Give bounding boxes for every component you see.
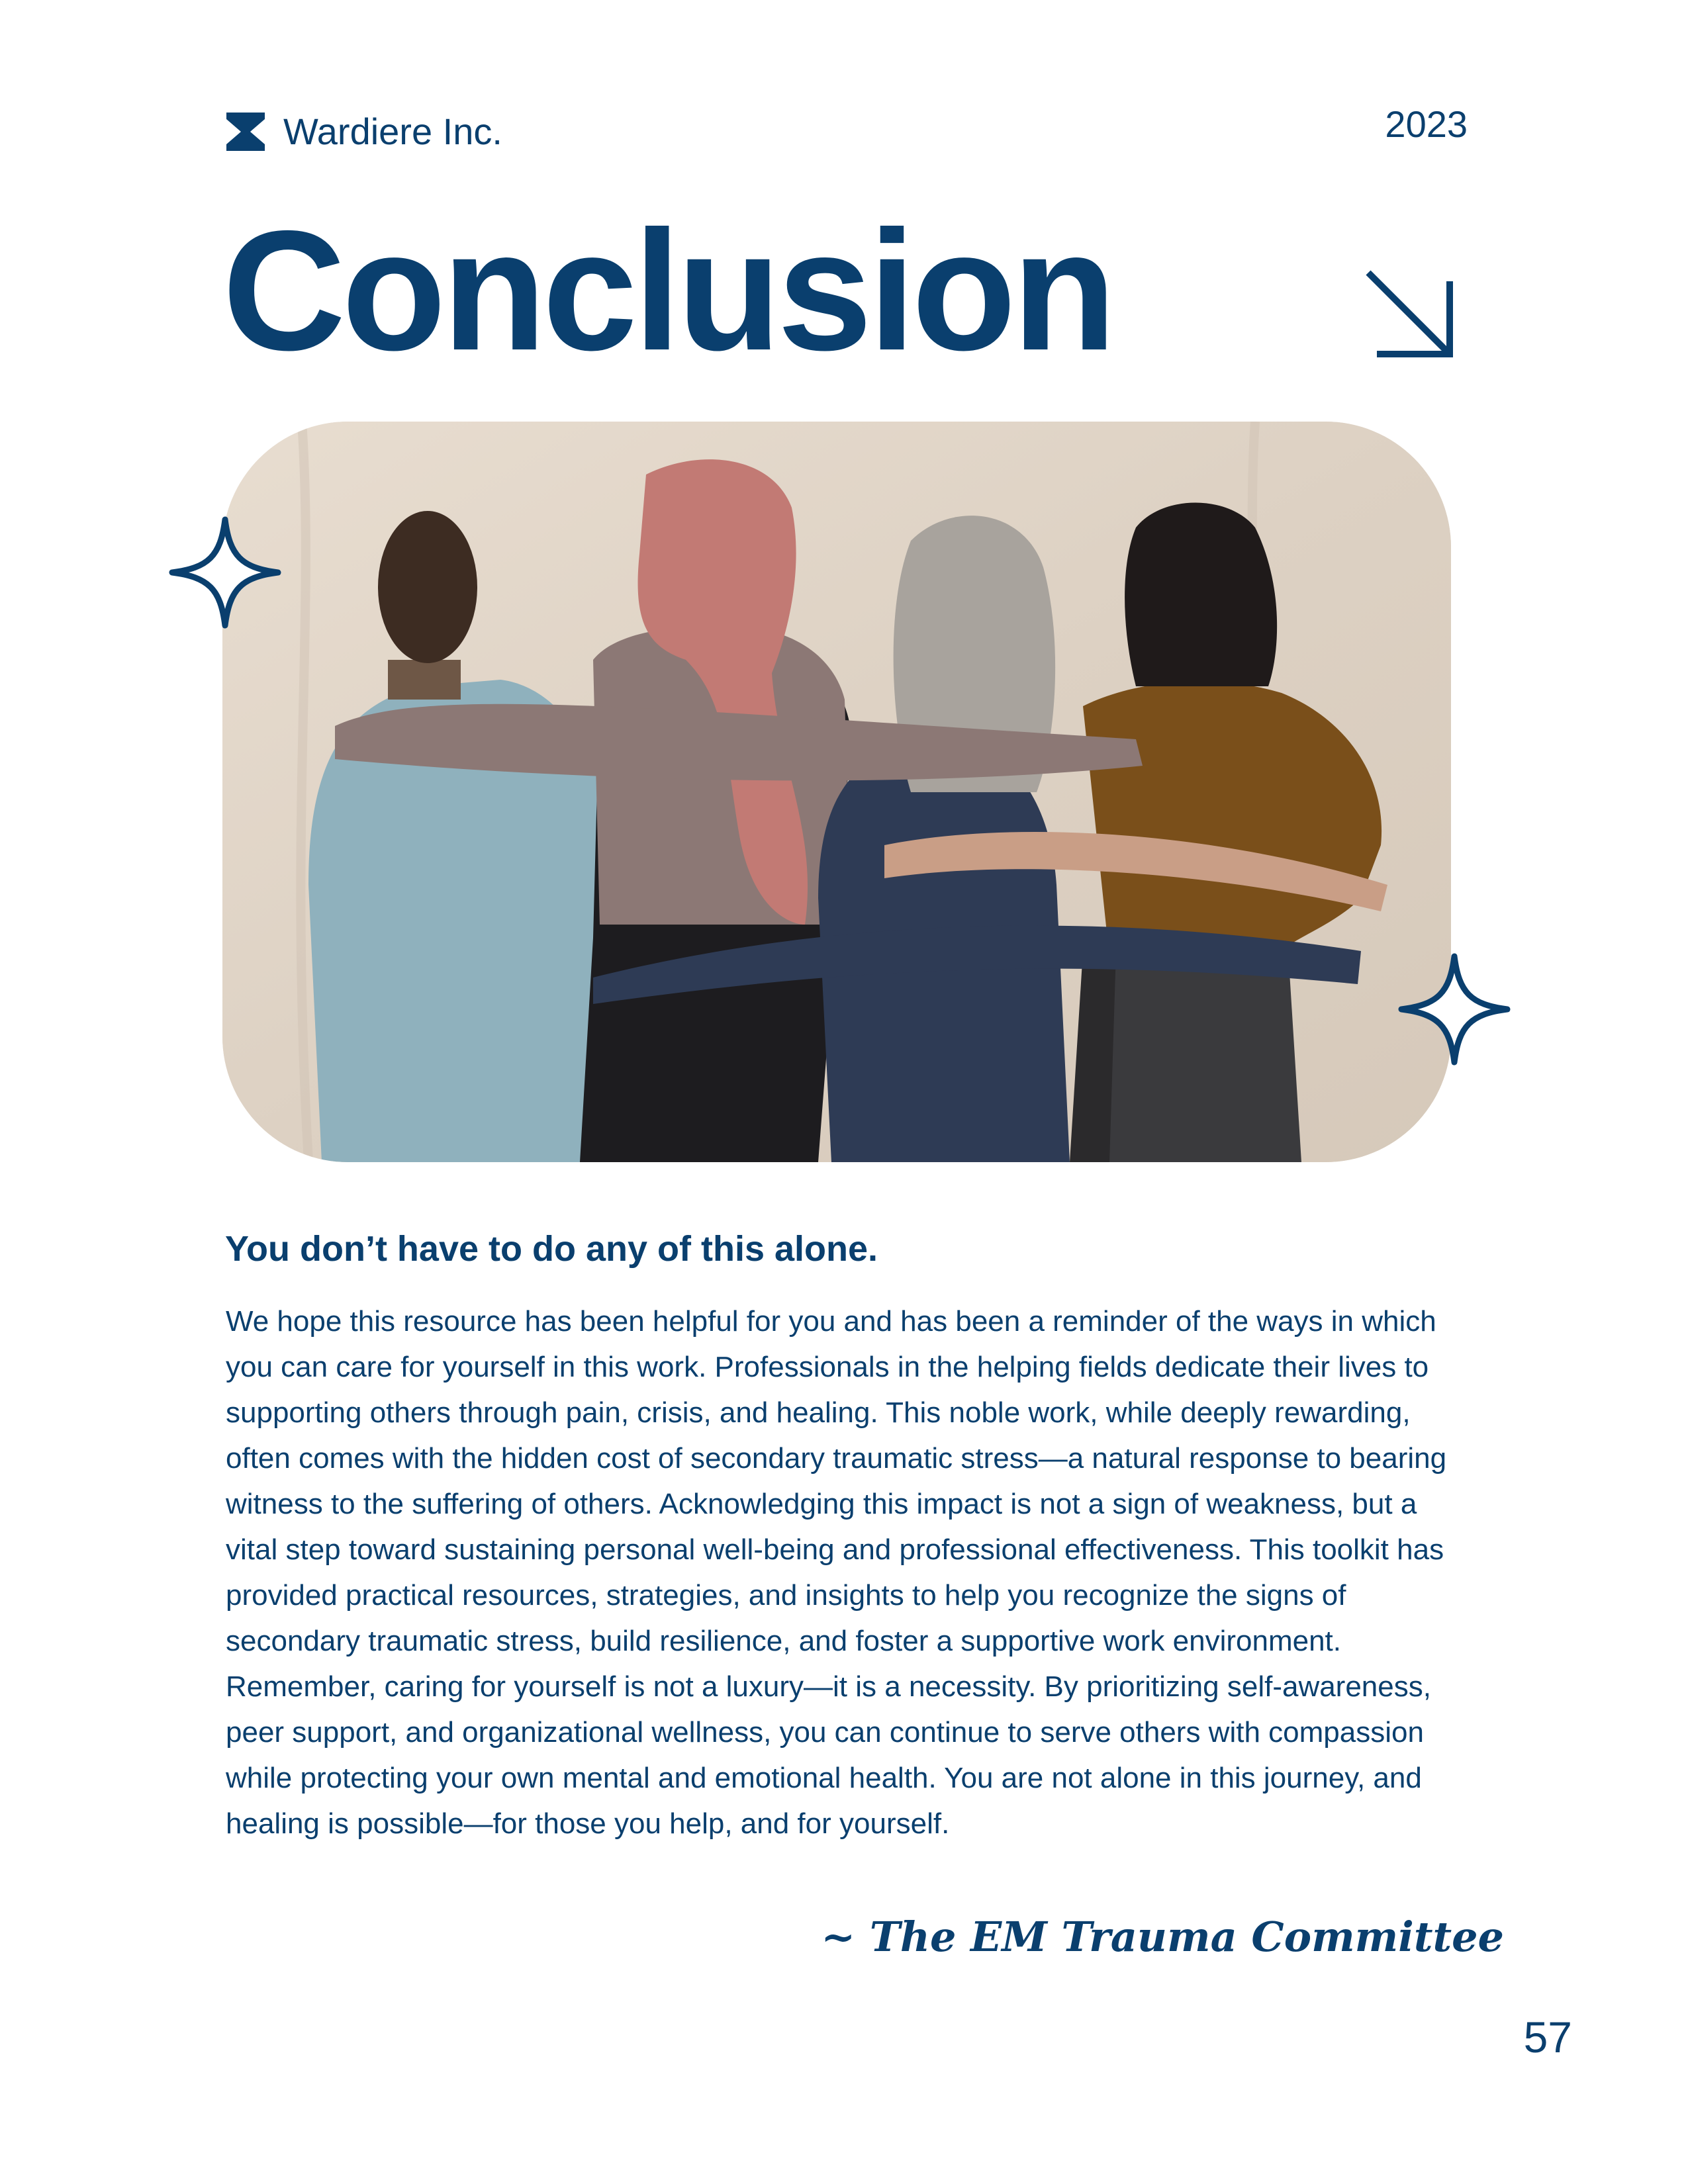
body-paragraph: We hope this resource has been helpful for you and has been a reminder of the ways in which you can care for yourself in this work. Professionals in the helping fields dedicate their lives to supporting others through pain, crisis, and healing. This noble work, while deeply rewarding, often comes with the hidden cost of secondary traumatic stress—a natural response to bearing witness to the suffering of others. Acknowledging this impact is not a sign of weakness, but a vital step toward sustaining personal well-being and professional effectiveness. This toolkit has provided practical resources, strategies, and insights to help you recognize the signs of secondary traumatic stress, build resilience, and foster a supportive work environment. Remember, caring for yourself is not a luxury—it is a necessity. By prioritizing self-awareness, peer support, and organizational wellness, you can continue to serve others with compassion while protecting your own mental and emotional health. You are not alone in this journey, and healing is possible—for those you help, and for yourself. <box>226 1305 1447 1840</box>
sparkle-icon <box>169 516 281 629</box>
group-photo-illustration <box>222 422 1451 1162</box>
arrow-down-right-icon <box>1360 265 1460 364</box>
section-subheading: You don’t have to do any of this alone. <box>225 1229 878 1269</box>
header-logo <box>225 111 502 152</box>
hourglass-logo-icon <box>225 111 266 152</box>
signature: ~ The EM Trauma Committee <box>821 1913 1504 1961</box>
brand-name: Wardiere Inc. <box>283 111 502 152</box>
sparkle-icon <box>1398 953 1511 1066</box>
group-photo <box>222 422 1451 1162</box>
page-number: 57 <box>1523 2013 1572 2062</box>
year-label: 2023 <box>1385 103 1468 145</box>
page-title: Conclusion <box>222 195 1113 386</box>
